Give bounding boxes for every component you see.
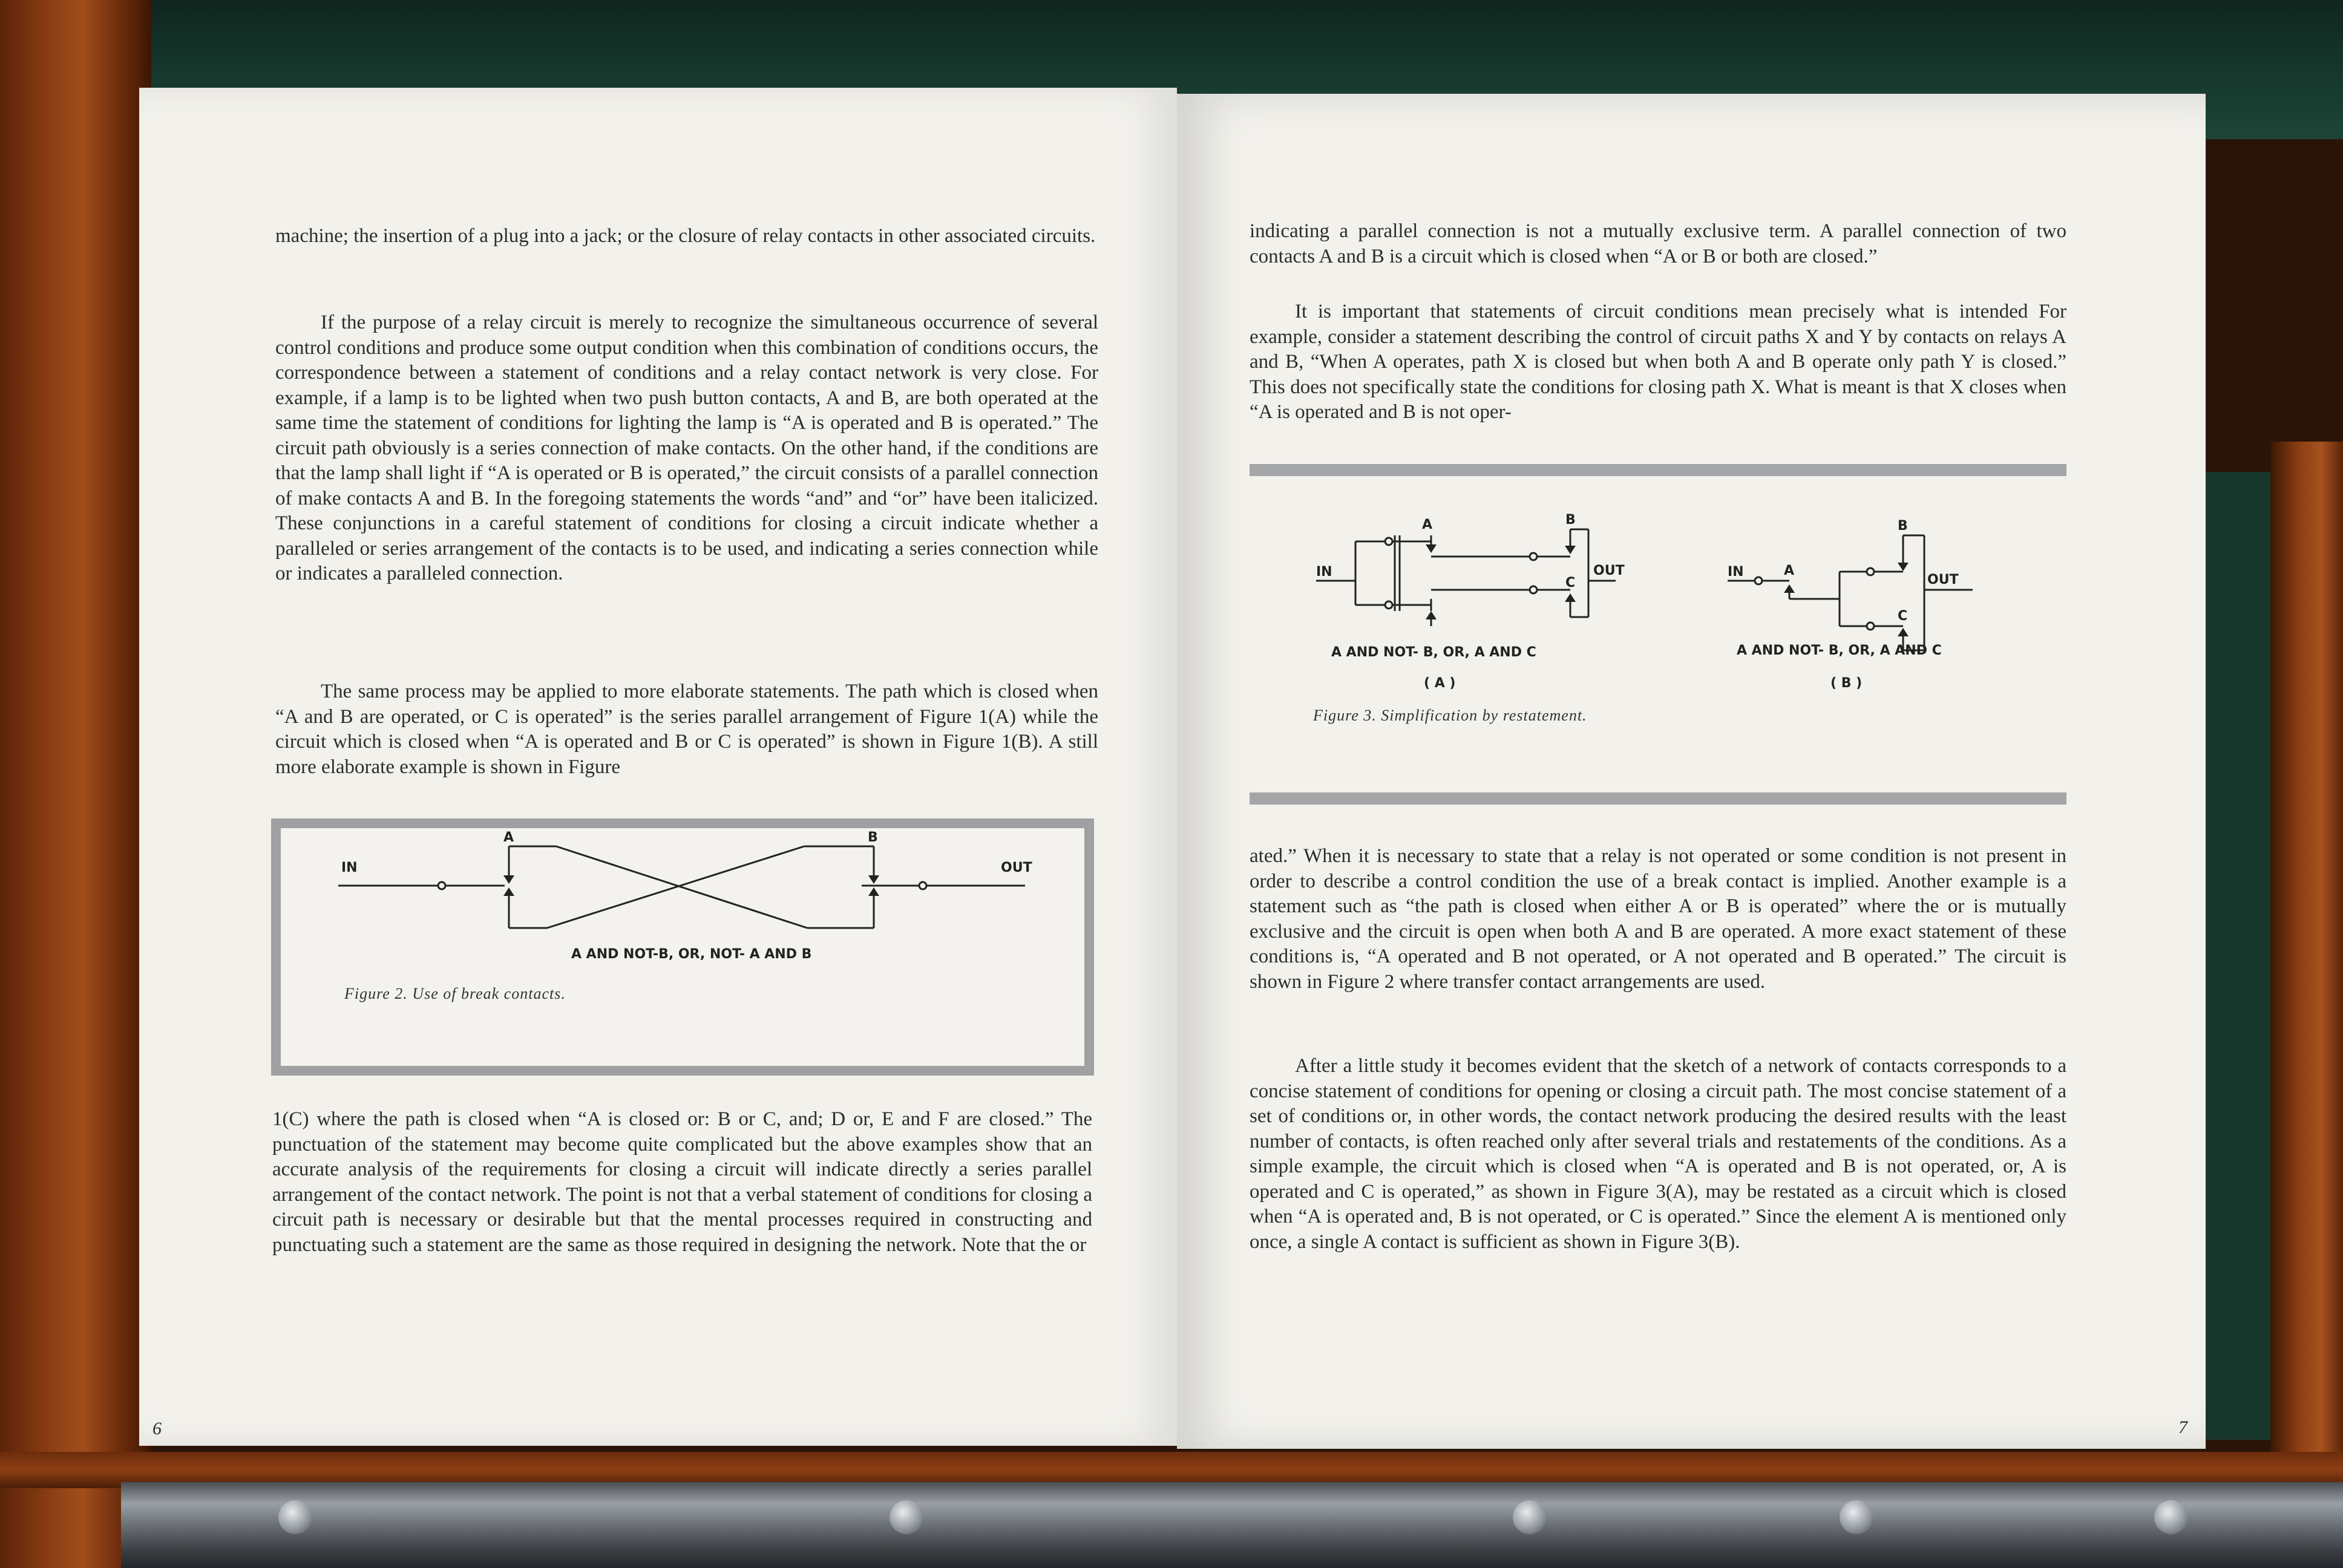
screw-icon [1840, 1500, 1873, 1534]
paragraph: If the purpose of a relay circuit is merely to recognize the simultaneous occurrence of several control conditions and produce some output condition when this combination of conditions occurs, the correspondence between a statement of conditions and a relay contact network is very close. For example, if a lamp is to be lighted when two push button contacts, A and B, are both operated at the same time the statement of conditions for lighting the lamp is “A is operated and B is operated.” The circuit path obviously is a series connection of make contacts. On the other hand, if the conditions are that the lamp shall light if “A is operated or B is operated,” the circuit consists of a parallel connection of make contacts A and B. In the foregoing statements the words “and” and “or” have been italicized. These conjunctions in a careful statement of conditions for closing a circuit indicate whether a paralleled or series arrangement of the contacts is to be used, and indicating a series connection while or indicates a paralleled connection. [275, 312, 1098, 584]
page-number: 6 [152, 1419, 162, 1439]
paragraph: ated.” When it is necessary to state that a relay is not operated or some condition is not present in order to describe a control condition the use of a break contact is implied. Another example is a statement such as “the path is closed when either A or B is operated” where the or is mutually exclusive and the circuit is open when both A and B are operated. A more exact statement of these conditions is, “A operated and B not operated, or A not operated and B operated.” The circuit is shown in Figure 2 where transfer contact arrangements are used. [1250, 845, 2066, 993]
figure-3a-out-label: OUT [1593, 563, 1625, 578]
wooden-frame-left [0, 0, 151, 1568]
screw-icon [890, 1500, 923, 1534]
page-number: 7 [2178, 1417, 2187, 1437]
metal-hinge-strip [121, 1482, 2343, 1568]
figure-3-top-rule [1250, 464, 2066, 476]
figure-2-caption: Figure 2. Use of break contacts. [344, 985, 566, 1002]
figure-3b-contact-b-label: B [1898, 518, 1908, 534]
figure-2-in-label: IN [341, 860, 358, 875]
wooden-frame-right [2270, 442, 2343, 1470]
figure-3a-in-label: IN [1316, 564, 1332, 580]
figure-2-diagram [281, 828, 1084, 1066]
paragraph: It is important that statements of circuit conditions mean precisely what is intended For example, consider a statement describing the control of circuit paths X and Y by contacts on relays A and B, “When A operates, path X is closed but when both A and B operate only path Y is closed.” This does not specifically state the conditions for closing path X. What is meant is that X closes when “A is operated and B is not oper- [1250, 301, 2066, 423]
figure-3-caption: Figure 3. Simplification by restatement. [1313, 707, 1587, 724]
figure-3b-contact-a-label: A [1784, 563, 1795, 578]
figure-2-contact-a-label: A [503, 830, 514, 845]
figure-3-diagram [1250, 478, 2066, 750]
paragraph: machine; the insertion of a plug into a jack; or the closure of relay contacts in other associated circuits. [275, 225, 1096, 247]
figure-3b-sublabel: ( B ) [1830, 676, 1863, 691]
figure-2-out-label: OUT [1001, 860, 1032, 875]
figure-3a-contact-a-label: A [1422, 517, 1433, 532]
screw-icon [2154, 1500, 2188, 1534]
figure-3-bottom-rule [1250, 792, 2066, 805]
figure-3a-expression: A AND NOT- B, OR, A AND C [1331, 645, 1536, 660]
screw-icon [278, 1500, 312, 1534]
screw-icon [1513, 1500, 1547, 1534]
figure-3b-in-label: IN [1728, 564, 1744, 580]
paragraph: The same process may be applied to more elaborate statements. The path which is closed when “A and B are operated, or C is operated” is the series parallel arrangement of Figure 1(A) while the circuit which is closed when “A is operated and B or C is operated” is shown in Figure 1(B). A still more elaborate example is shown in Figure [275, 681, 1098, 778]
figure-3b-out-label: OUT [1927, 572, 1959, 587]
figure-3a-contact-c-label: C [1565, 575, 1576, 590]
figure-2-expression: A AND NOT-B, OR, NOT- A AND B [571, 947, 812, 962]
paragraph: After a little study it becomes evident that the sketch of a network of contacts corresponds to a concise statement of conditions for opening or closing a circuit path. The most concise statement of a set of conditions or, in other words, the contact network producing the desired results with the least number of contacts, is often reached only after several trials and restatements of the conditions. As a simple example, the circuit which is closed when “A is operated and B is not operated, or, A is operated and C is operated,” as shown in Figure 3(A), may be restated as a circuit which is closed when “A is operated and, B is not operated, or C is operated.” Since the element A is mentioned only once, a single A contact is sufficient as shown in Figure 3(B). [1250, 1055, 2066, 1253]
paragraph: indicating a parallel connection is not a mutually exclusive term. A parallel connection of two contacts A and B is a circuit which is closed when “A or B or both are closed.” [1250, 220, 2066, 267]
paragraph: 1(C) where the path is closed when “A is closed or: B or C, and; D or, E and F are closed.” The punctuation of the statement may become quite complicated but the above examples show that an accurate analysis of the requirements for closing a circuit will indicate directly a series parallel arrangement of the contact network. The point is not that a verbal statement of conditions for closing a circuit path is necessary or desirable but that the mental processes required in constructing and punctuating such a statement are the same as those required in designing the network. Note that the or [272, 1108, 1092, 1256]
left-page [139, 88, 1177, 1446]
figure-3b-expression: A AND NOT- B, OR, A AND C [1737, 643, 1942, 658]
right-page [1177, 94, 2206, 1449]
figure-3a-sublabel: ( A ) [1424, 676, 1456, 691]
figure-2-contact-b-label: B [868, 830, 878, 845]
figure-3a-contact-b-label: B [1565, 512, 1576, 528]
figure-3b-contact-c-label: C [1898, 609, 1908, 624]
figure-2 [271, 818, 1094, 1076]
